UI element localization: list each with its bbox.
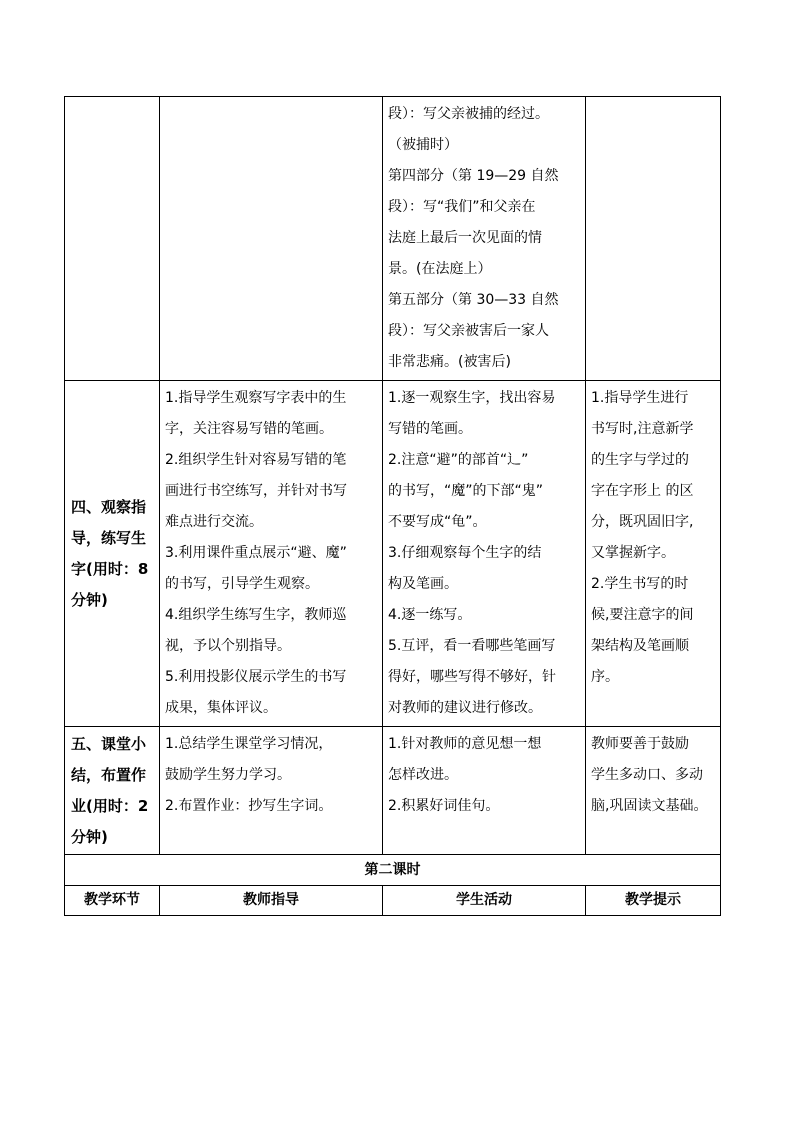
teacher-cell-empty xyxy=(160,97,383,381)
student-line: 不要写成“龟”。 xyxy=(388,514,487,530)
table-header-row xyxy=(65,886,721,916)
student-line: 法庭上最后一次见面的情 xyxy=(388,230,542,246)
student-line: 5.互评，看一看哪些笔画写 xyxy=(388,638,556,654)
student-line: 构及笔画。 xyxy=(388,576,458,592)
student-line: 3.仔细观察每个生字的结 xyxy=(388,545,542,561)
student-line: 景。(在法庭上） xyxy=(388,261,492,277)
tips-line: 序。 xyxy=(591,669,619,685)
student-cell-observe xyxy=(383,381,586,727)
student-line: 1.针对教师的意见想一想 xyxy=(388,736,542,752)
tips-line: 分，既巩固旧字, xyxy=(591,514,694,530)
student-line: 1.逐一观察生字，找出容易 xyxy=(388,390,556,406)
student-cell-parts xyxy=(383,97,586,381)
header-cell-student: 学生活动 xyxy=(383,886,586,916)
stage-cell-empty xyxy=(65,97,160,381)
teacher-line: 的书写，引导学生观察。 xyxy=(165,576,319,592)
teacher-line: 字，关注容易写错的笔画。 xyxy=(165,421,333,437)
stage-cell-summary xyxy=(65,727,160,855)
student-line: 段）：写父亲被捕的经过。 xyxy=(388,106,549,122)
table-row-observe xyxy=(65,381,721,727)
lesson-plan-table xyxy=(64,96,721,916)
student-line: 怎样改进。 xyxy=(388,767,458,783)
teacher-line: 成果，集体评议。 xyxy=(165,700,277,716)
header-cell-stage: 教学环节 xyxy=(65,886,160,916)
teacher-line: 4.组织学生练写生字，教师巡 xyxy=(165,607,347,623)
stage-line: 四、观察指 xyxy=(71,497,147,516)
student-line: 段）：写“我们”和父亲在 xyxy=(388,199,536,215)
teacher-line: 3.利用课件重点展示“避、魔” xyxy=(165,545,347,561)
student-line: 写错的笔画。 xyxy=(388,421,472,437)
tips-cell-summary xyxy=(586,727,721,855)
tips-line: 学生多动口、多动 xyxy=(591,767,703,783)
student-line: 非常悲痛。(被害后) xyxy=(388,354,511,370)
stage-line: 业(用时：2 xyxy=(71,796,149,815)
student-cell-summary xyxy=(383,727,586,855)
tips-line: 2.学生书写的时 xyxy=(591,576,689,592)
tips-line: 教师要善于鼓励 xyxy=(591,736,689,752)
tips-line: 1.指导学生进行 xyxy=(591,390,689,406)
student-line: 第四部分（第 19—29 自然 xyxy=(388,168,559,184)
student-line: 2.积累好词佳句。 xyxy=(388,798,500,814)
tips-line: 候,要注意字的间 xyxy=(591,607,694,623)
teacher-line: 1.指导学生观察写字表中的生 xyxy=(165,390,347,406)
student-line: 的书写，“魔”的下部“鬼” xyxy=(388,483,544,499)
stage-cell-observe xyxy=(65,381,160,727)
student-line: 对教师的建议进行修改。 xyxy=(388,700,542,716)
student-line: 2.注意“避”的部首“辶” xyxy=(388,452,529,468)
tips-line: 书写时,注意新学 xyxy=(591,421,694,437)
teacher-line: 鼓励学生努力学习。 xyxy=(165,767,291,783)
tips-line: 的生字与学过的 xyxy=(591,452,689,468)
teacher-line: 2.布置作业：抄写生字词。 xyxy=(165,798,333,814)
tips-line: 又掌握新字。 xyxy=(591,545,675,561)
teacher-line: 5.利用投影仪展示学生的书写 xyxy=(165,669,347,685)
table-row-session xyxy=(65,855,721,886)
header-cell-teacher: 教师指导 xyxy=(160,886,383,916)
teacher-line: 2.组织学生针对容易写错的笔 xyxy=(165,452,347,468)
teacher-line: 1.总结学生课堂学习情况， xyxy=(165,736,333,752)
table-row-continued xyxy=(65,97,721,381)
stage-line: 分钟) xyxy=(71,827,108,846)
stage-line: 分钟) xyxy=(71,590,108,609)
table-row-summary xyxy=(65,727,721,855)
teacher-cell-observe xyxy=(160,381,383,727)
tips-line: 字在字形上 的区 xyxy=(591,483,694,499)
teacher-line: 画进行书空练写，并针对书写 xyxy=(165,483,347,499)
session-title: 第二课时 xyxy=(65,855,721,886)
student-line: 4.逐一练写。 xyxy=(388,607,472,623)
teacher-line: 视，予以个别指导。 xyxy=(165,638,291,654)
student-line: （被捕时） xyxy=(388,137,458,153)
student-line: 段）：写父亲被害后一家人 xyxy=(388,323,549,339)
header-cell-tips: 教学提示 xyxy=(586,886,721,916)
tips-line: 架结构及笔画顺 xyxy=(591,638,689,654)
teacher-cell-summary xyxy=(160,727,383,855)
stage-line: 结，布置作 xyxy=(71,765,147,784)
student-line: 得好，哪些写得不够好，针 xyxy=(388,669,556,685)
stage-line: 字(用时：8 xyxy=(71,559,149,578)
teacher-line: 难点进行交流。 xyxy=(165,514,263,530)
tips-cell-empty xyxy=(586,97,721,381)
tips-cell-observe xyxy=(586,381,721,727)
student-line: 第五部分（第 30—33 自然 xyxy=(388,292,559,308)
tips-line: 脑,巩固读文基础。 xyxy=(591,798,708,814)
stage-line: 五、课堂小 xyxy=(71,734,147,753)
stage-line: 导，练写生 xyxy=(71,528,147,547)
